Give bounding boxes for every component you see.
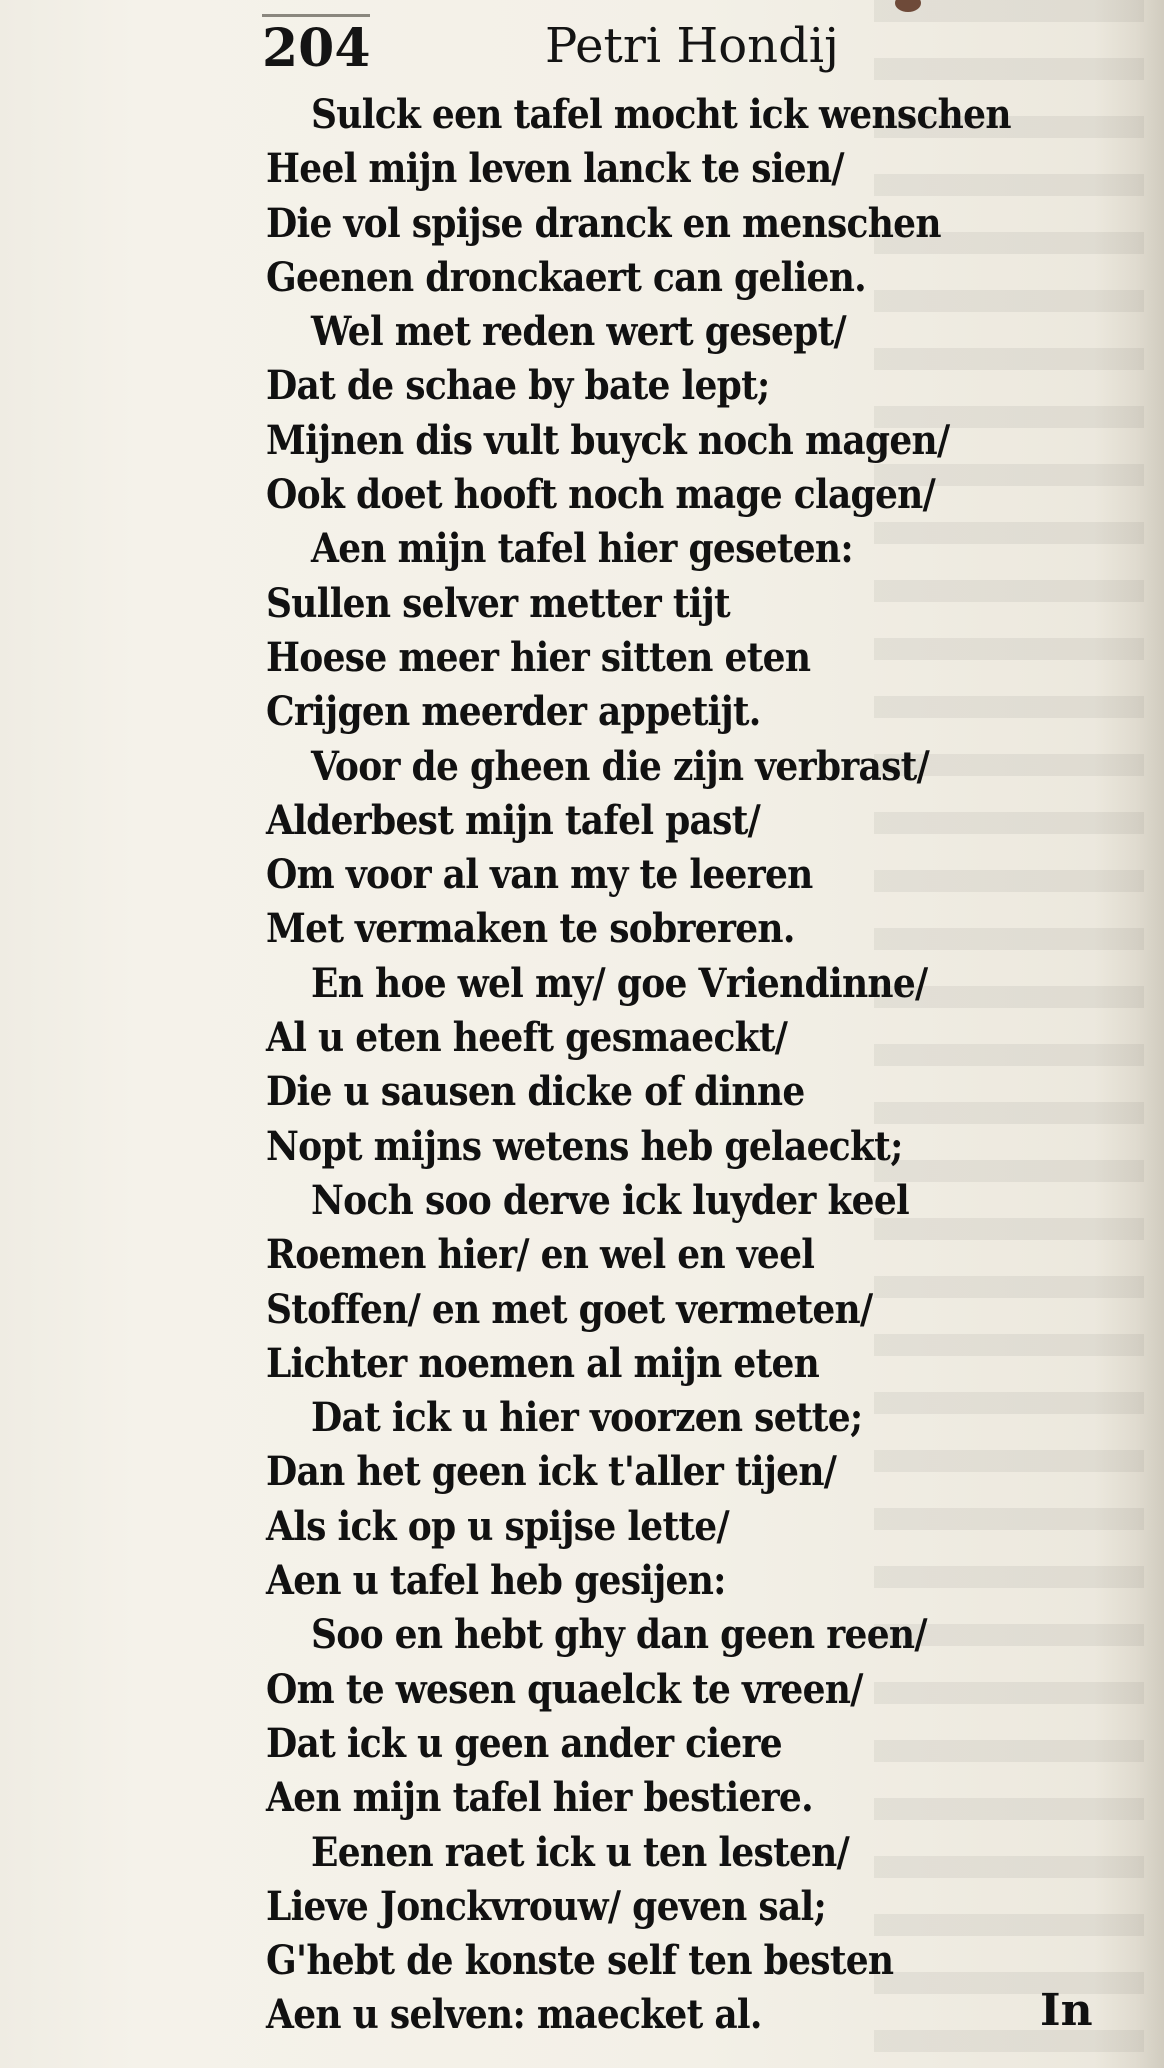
page-number: 204	[262, 18, 371, 79]
verse-line: Heel mijn leven lanck te sien/	[266, 145, 844, 193]
verse-line: Voor de gheen die zijn verbrast/	[311, 742, 930, 790]
verse-line: Met vermaken te sobreren.	[266, 905, 795, 953]
stanza	[266, 957, 1126, 1174]
verse-line: Dan het geen ick t'aller tijen/	[266, 1448, 837, 1496]
stanza	[266, 740, 1126, 957]
verse-line: Aen mijn tafel hier geseten:	[311, 525, 853, 573]
verse-line: Hoese meer hier sitten eten	[266, 633, 811, 681]
catchword: In	[1040, 1985, 1093, 2036]
verse-line: Dat ick u geen ander ciere	[266, 1719, 782, 1767]
verse-line: Lichter noemen al mijn eten	[266, 1339, 820, 1387]
stanza	[266, 1391, 1126, 1608]
verse-line: Die vol spijse dranck en menschen	[266, 199, 941, 247]
verse-line: Alderbest mijn tafel past/	[266, 796, 761, 844]
verse-line: Aen mijn tafel hier bestiere.	[266, 1774, 813, 1822]
verse-line: G'hebt de konste self ten besten	[266, 1937, 894, 1985]
verse-line: Eenen raet ick u ten lesten/	[311, 1828, 850, 1876]
verse-line: En hoe wel my/ goe Vriendinne/	[311, 959, 928, 1007]
running-head: Petri Hondij	[545, 18, 840, 74]
verse-line: Nopt mijns wetens heb gelaeckt;	[266, 1122, 903, 1170]
verse-line: Om voor al van my te leeren	[266, 851, 813, 899]
verse-line: Dat ick u hier voorzen sette;	[311, 1394, 863, 1442]
poem-body	[266, 88, 1126, 2043]
verse-line: Die u sausen dicke of dinne	[266, 1068, 805, 1116]
stanza	[266, 1608, 1126, 1825]
verse-line: Al u eten heeft gesmaeckt/	[266, 1014, 788, 1062]
verse-line: Roemen hier/ en wel en veel	[266, 1231, 815, 1279]
verse-line: Crijgen meerder appetijt.	[266, 688, 761, 736]
verse-line: Lieve Jonckvrouw/ geven sal;	[266, 1882, 827, 1930]
verse-line: Om te wesen quaelck te vreen/	[266, 1665, 863, 1713]
verse-line: Aen u tafel heb gesijen:	[266, 1557, 726, 1605]
verse-line: Aen u selven: maecket al.	[266, 1991, 762, 2039]
verse-line: Sullen selver metter tijt	[266, 579, 730, 627]
header-rule	[262, 14, 370, 17]
stanza	[266, 522, 1126, 739]
verse-line: Sulck een tafel mocht ick wenschen	[311, 91, 1011, 138]
stanza	[266, 1826, 1126, 2043]
verse-line: Ook doet hooft noch mage clagen/	[266, 471, 936, 519]
verse-line: Stoffen/ en met goet vermeten/	[266, 1285, 873, 1333]
verse-line: Geenen dronckaert can gelien.	[266, 253, 867, 301]
verse-line: Dat de schae by bate lept;	[266, 362, 770, 410]
verse-line: Noch soo derve ick luyder keel	[311, 1176, 910, 1224]
stanza	[266, 88, 1126, 305]
verse-line: Als ick op u spijse lette/	[266, 1502, 729, 1550]
verse-line: Wel met reden wert gesept/	[311, 308, 846, 356]
verse-line: Mijnen dis vult buyck noch magen/	[266, 416, 950, 464]
verse-line: Soo en hebt ghy dan geen reen/	[311, 1611, 927, 1659]
stanza	[266, 1174, 1126, 1391]
stanza	[266, 305, 1126, 522]
